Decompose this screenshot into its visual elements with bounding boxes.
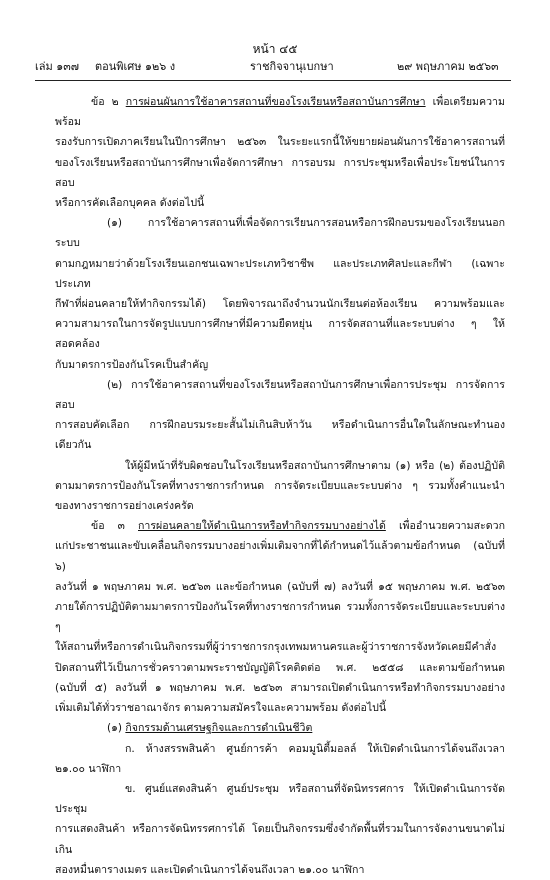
clause2-responsibility-line: ของทางราชการอย่างเคร่งครัด <box>55 500 194 513</box>
sub-item-a-line: ก. ห้างสรรพสินค้า ศูนย์การค้า คอมมูนิตี้มอลล์ ให้เปิดดำเนินการได้จนถึงเวลา <box>125 742 505 755</box>
clause2-item2-line: (๒) การใช้อาคารสถานที่ของโรงเรียนหรือสถาบันการศึกษาเพื่อการประชุม การจัดการสอบ <box>55 378 505 412</box>
clause3-line: ลงวันที่ ๑ พฤษภาคม พ.ศ. ๒๕๖๓ และข้อกำหนด (ฉบับที่ ๗) ลงวันที่ ๑๕ พฤษภาคม พ.ศ. ๒๕๖๓ <box>55 580 505 593</box>
clause2-item1-line: ความสามารถในการจัดรูปแบบการศึกษาที่มีความยืดหยุ่น การจัดสถานที่และระบบต่าง ๆ ให้สอดคล้อง <box>55 318 505 351</box>
clause2-heading: การผ่อนผันการใช้อาคารสถานที่ของโรงเรียนหรือสถาบันการศึกษา <box>125 96 426 108</box>
sub-item-a-line: ๒๑.๐๐ นาฬิกา <box>55 762 122 775</box>
clause3-number: ข้อ ๓ <box>91 520 125 533</box>
sub-item-b-line: การแสดงสินค้า หรือการจัดนิทรรศการได้ โดยเป็นกิจกรรมซึ่งจำกัดพื้นที่รวมในการจัดงานขนาดไม่เกิน <box>55 823 505 856</box>
clause2-line: หรือการคัดเลือกบุคคล ดังต่อไปนี้ <box>55 197 205 210</box>
publication-date: ๒๙ พฤษภาคม ๒๕๖๓ <box>397 60 499 73</box>
clause3-line: ปิดสถานที่ไว้เป็นการชั่วคราวตามพระราชบัญญัติโรคติดต่อ พ.ศ. ๒๕๕๘ และตามข้อกำหนด <box>55 661 505 674</box>
section-label: ตอนพิเศษ ๑๒๖ ง <box>95 60 176 73</box>
clause2-responsibility-line: ตามมาตรการป้องกันโรคที่ทางราชการกำหนด การจัดระเบียบและระบบต่าง ๆ รวมทั้งคำแนะนำ <box>55 479 505 492</box>
clause2-number: ข้อ ๒ <box>91 96 119 108</box>
clause2-item1-line: กับมาตรการป้องกันโรคเป็นสำคัญ <box>55 358 209 371</box>
sub-item-b-line: ข. ศูนย์แสดงสินค้า ศูนย์ประชุม หรือสถานที่จัดนิทรรศการ ให้เปิดดำเนินการจัดประชุม <box>55 782 505 816</box>
volume-label: เล่ม ๑๓๗ <box>35 60 80 73</box>
clause2-item2-line: การสอบคัดเลือก การฝึกอบรมระยะสั้นไม่เกินสิบห้าวัน หรือดำเนินการอื่นใดในลักษณะทำนองเดียวกัน <box>55 419 505 452</box>
document-body <box>55 92 505 880</box>
clause2-first-line <box>55 92 505 132</box>
clause3-line: ให้สถานที่หรือการดำเนินกิจกรรมที่ผู้ว่าราชการกรุงเทพมหานครและผู้ว่าราชการจังหวัดเคยมีคำสั่ง <box>55 641 497 654</box>
clause2-item1-line: ตามกฎหมายว่าด้วยโรงเรียนเอกชนเฉพาะประเภทวิชาชีพ และประเภทศิลปะและกีฬา (เฉพาะประเภท <box>55 257 505 290</box>
gazette-header <box>35 57 505 75</box>
publication-title: ราชกิจจานุเบกษา <box>250 60 334 73</box>
header-divider <box>35 80 511 81</box>
clause2-line: รองรับการเปิดภาคเรียนในปีการศึกษา ๒๕๖๓ ในระยะแรกนี้ให้ขยายผ่อนผันการใช้อาคารสถานที่ <box>55 136 505 149</box>
clause2-line: ของโรงเรียนหรือสถาบันการศึกษาเพื่อจัดการศึกษา การอบรม การประชุมหรือเพื่อประโยชน์ในการสอบ <box>55 156 505 189</box>
clause3-line: แก่ประชาชนและขับเคลื่อนกิจกรรมบางอย่างเพิ่มเติมจากที่ได้กำหนดไว้แล้วตามข้อกำหนด (ฉบับที่ ๖) <box>55 540 505 573</box>
clause3-line: เพื่ออำนวยความสะดวก <box>398 520 505 533</box>
clause3-item1-label: (๑) <box>107 722 122 735</box>
clause3-heading: การผ่อนคลายให้ดำเนินการหรือทำกิจกรรมบางอย่างได้ <box>138 520 386 533</box>
clause2-line: เพื่อเตรียมความพร้อม <box>55 96 505 129</box>
clause3-item1-heading-line <box>55 718 505 738</box>
clause3-line: ภายใต้การปฏิบัติตามมาตรการป้องกันโรคที่ทางราชการกำหนด รวมทั้งการจัดระเบียบและระบบต่าง ๆ <box>55 601 505 634</box>
clause2-item1-line: (๑) การใช้อาคารสถานที่เพื่อจัดการเรียนการสอนหรือการฝึกอบรมของโรงเรียนนอกระบบ <box>55 217 505 250</box>
clause3-line: (ฉบับที่ ๕) ลงวันที่ ๑ พฤษภาคม พ.ศ. ๒๕๖๓ สามารถเปิดดำเนินการหรือทำกิจกรรมบางอย่าง <box>55 681 505 694</box>
clause3-first-line <box>55 516 505 536</box>
clause2-responsibility-line: ให้ผู้มีหน้าที่รับผิดชอบในโรงเรียนหรือสถาบันการศึกษาตาม (๑) หรือ (๒) ต้องปฏิบัติ <box>125 459 505 472</box>
sub-item-b-line: สองหมื่นตารางเมตร และเปิดดำเนินการได้จนถึงเวลา ๒๑.๐๐ นาฬิกา <box>55 863 365 876</box>
page-number: หน้า ๔๕ <box>252 42 298 56</box>
clause3-item1-heading: กิจกรรมด้านเศรษฐกิจและการดำเนินชีวิต <box>125 722 313 735</box>
clause3-line: เพิ่มเติมได้ทั่วราชอาณาจักร ตามความสมัครใจและความพร้อม ดังต่อไปนี้ <box>55 702 387 715</box>
clause2-item1-line: กีฬาที่ผ่อนคลายให้ทำกิจกรรมได้) โดยพิจารณาถึงจำนวนนักเรียนต่อห้องเรียน ความพร้อมและ <box>55 298 505 311</box>
